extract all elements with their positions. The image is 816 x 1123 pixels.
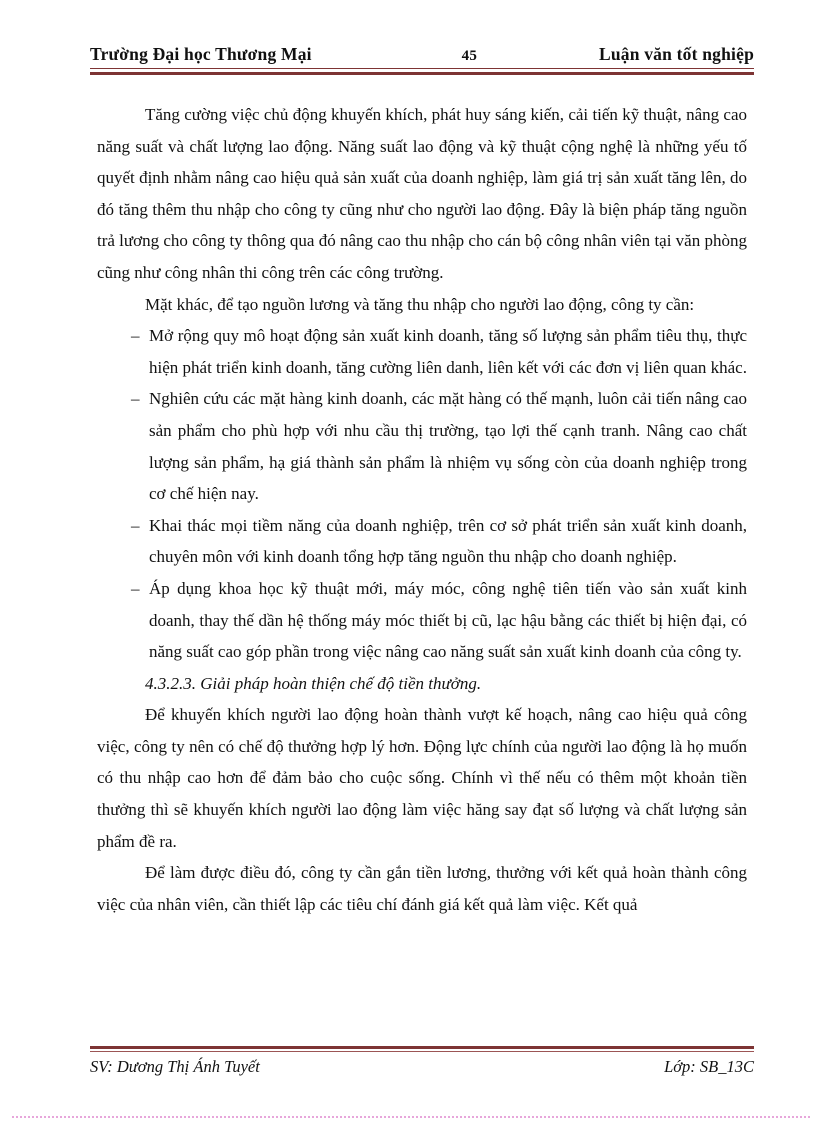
list-item-text: Nghiên cứu các mặt hàng kinh doanh, các mặt hàng có thế mạnh, luôn cải tiến nâng cao sản phẩm cho phù hợp với nhu cầu thị trường, tạo lợi thế cạnh tranh. Nâng cao chất lượng sản phẩm, hạ giá thành sản phẩm là nhiệm vụ sống còn của doanh nghiệp trong cơ chế hiện nay. (149, 389, 747, 504)
footer-divider-rule (90, 1046, 754, 1052)
list-item (97, 510, 747, 573)
list-item-text: Khai thác mọi tiềm năng của doanh nghiệp, trên cơ sở phát triển sản xuất kinh doanh, chuyên môn với kinh doanh tổng hợp tăng nguồn thu nhập cho doanh nghiệp. (149, 515, 747, 567)
header-school-name: Trường Đại học Thương Mại (90, 44, 312, 64)
page-number: 45 (461, 48, 478, 64)
dash-marker: – (131, 389, 140, 409)
list-item-text: Áp dụng khoa học kỹ thuật mới, máy móc, công nghệ tiên tiến vào sản xuất kinh doanh, thay thế dần hệ thống máy móc thiết bị cũ, lạc hậu bằng các thiết bị hiện đại, có năng suất cao góp phần trong việc nâng cao năng suất sản xuất kinh doanh của công ty. (149, 578, 747, 662)
paragraph: Tăng cường việc chủ động khuyến khích, phát huy sáng kiến, cải tiến kỹ thuật, nâng cao năng suất và chất lượng lao động. Năng suất lao động và kỹ thuật cộng nghệ là những yếu tố quyết định nhằm nâng cao hiệu quả sản xuất của doanh nghiệp, làm giá trị sản xuất tăng lên, do đó tăng thêm thu nhập cho công ty cũng như cho người lao động. Đây là biện pháp tăng nguồn trả lương cho công ty thông qua đó nâng cao thu nhập cho cán bộ công nhân viên tại văn phòng cũng như công nhân thi công trên các công trường. (97, 105, 747, 282)
footer-class-name: Lớp: SB_13C (664, 1057, 754, 1076)
paragraph: Để làm được điều đó, công ty cần gắn tiền lương, thưởng với kết quả hoàn thành công việc của nhân viên, cần thiết lập các tiêu chí đánh giá kết quả làm việc. Kết quả (97, 863, 747, 914)
header-doc-title: Luận văn tốt nghiệp (598, 44, 754, 64)
section-heading: 4.3.2.3. Giải pháp hoàn thiện chế độ tiền thưởng. (145, 673, 482, 693)
list-item-text: Mở rộng quy mô hoạt động sản xuất kinh doanh, tăng số lượng sản phẩm tiêu thụ, thực hiện phát triển kinh doanh, tăng cường liên danh, liên kết với các đơn vị liên quan khác. (149, 326, 747, 377)
paragraph: Để khuyến khích người lao động hoàn thành vượt kế hoạch, nâng cao hiệu quả công việc, công ty nên có chế độ thưởng hợp lý hơn. Động lực chính của người lao động là họ muốn có thu nhập cao hơn để đảm bảo cho cuộc sống. Chính vì thế nếu có thêm một khoản tiền thưởng thì sẽ khuyến khích người lao động làm việc hăng say đạt số lượng và chất lượng sản phẩm đề ra. (97, 705, 747, 851)
list-item (97, 383, 747, 509)
paragraph: Mặt khác, để tạo nguồn lương và tăng thu nhập cho người lao động, công ty cần: (145, 294, 695, 314)
page-footer (90, 1046, 754, 1077)
header-divider-rule (90, 68, 754, 75)
list-item (97, 320, 747, 383)
bullet-list (97, 320, 747, 668)
list-item (97, 573, 747, 668)
footer-student-name: SV: Dương Thị Ánh Tuyết (90, 1057, 260, 1076)
page-header (90, 44, 754, 75)
dash-marker: – (131, 326, 140, 346)
bottom-dotted-line (12, 1116, 810, 1118)
dash-marker: – (131, 515, 140, 535)
document-body (97, 99, 747, 920)
dash-marker: – (131, 578, 140, 598)
